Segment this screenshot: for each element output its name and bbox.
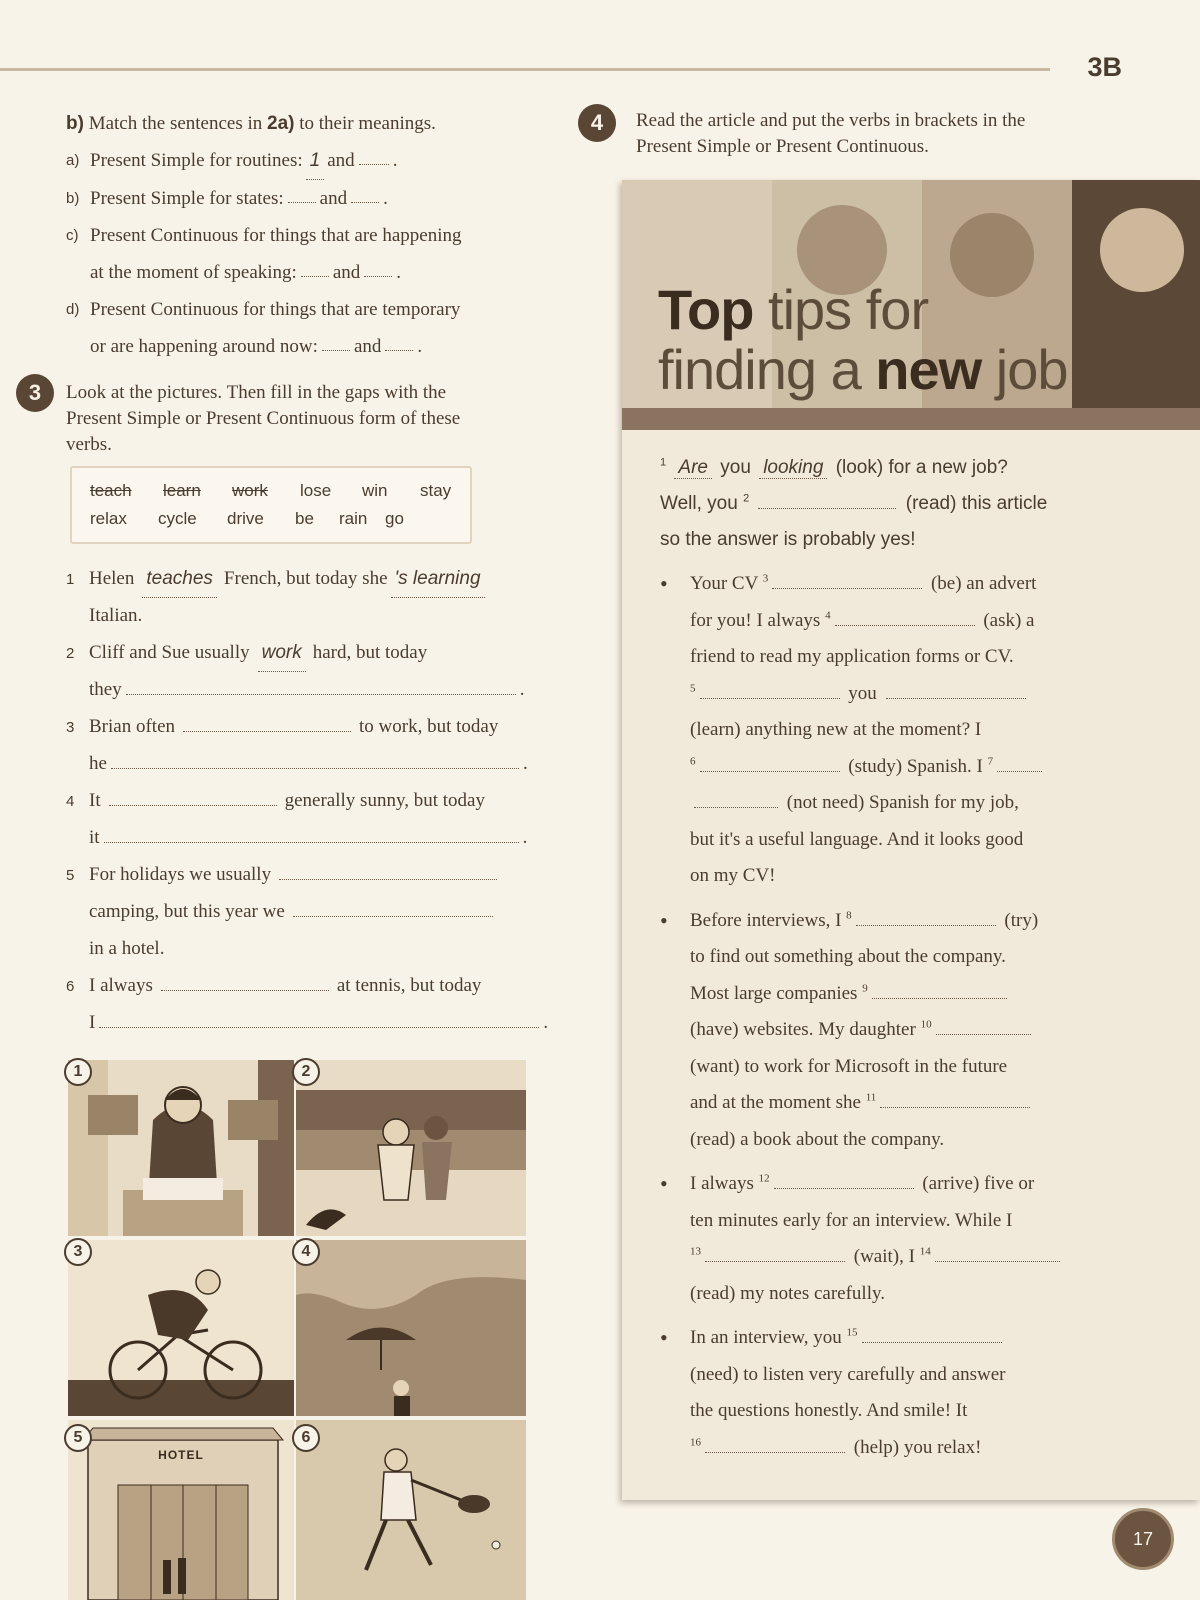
picture-1-classroom <box>68 1060 294 1236</box>
answer-field[interactable] <box>856 903 996 926</box>
word-box <box>70 466 472 544</box>
answer-field[interactable]: 1 <box>306 142 325 180</box>
picture-badge: 4 <box>292 1238 320 1266</box>
word-item: lose <box>300 481 332 500</box>
ex3-item-1: 1 Helen teaches French, but today she 's learning <box>66 560 556 597</box>
article-intro: $^1$ Are you looking (look) for a new job? Well, you $^2$ (read) this article so the answer is probably yes! <box>660 456 1048 550</box>
word-item: teach <box>90 481 132 500</box>
answer-field[interactable]: work <box>258 634 306 672</box>
answer-field[interactable]: Are <box>674 457 712 479</box>
answer-field[interactable] <box>359 142 389 165</box>
ex3-item-6: 6 I always at tennis, but today <box>66 967 556 1004</box>
answer-field[interactable]: 's learning <box>391 560 485 598</box>
picture-badge: 2 <box>292 1058 320 1086</box>
answer-field[interactable] <box>301 254 329 277</box>
ex3-item-3-cont: he . <box>66 745 556 782</box>
answer-field[interactable] <box>109 783 277 806</box>
ex3-item-5: 5 For holidays we usually <box>66 856 556 893</box>
article-bullet-2: • Before interviews, I $^8$ (try) to find out something about the company. Most large companies $^9$ (have) websites. My daughter $^{10}$ (want) to work for Microsoft in the future and at the moment she $^{11}$ (read) a book about the company. <box>660 903 1080 1159</box>
ex3-item-4-cont: it . <box>66 819 556 856</box>
answer-field[interactable] <box>351 180 379 203</box>
word-item: win <box>362 481 388 500</box>
hotel-sign: HOTEL <box>158 1448 204 1462</box>
ex2b-item-c-cont: at the moment of speaking: and . <box>66 254 556 291</box>
exercise-4-number: 4 <box>578 104 616 142</box>
answer-field[interactable] <box>935 1239 1060 1262</box>
answer-field[interactable] <box>385 328 413 351</box>
answer-field[interactable] <box>288 180 316 203</box>
answer-field[interactable] <box>183 709 351 732</box>
answer-field[interactable] <box>872 976 1007 999</box>
ex2b-item-d: d) Present Continuous for things that are temporary <box>66 299 461 320</box>
word-item: stay <box>420 481 452 500</box>
page-number: 17 <box>1112 1508 1174 1570</box>
ex3-item-5-cont: camping, but this year we <box>66 893 556 930</box>
answer-field[interactable] <box>774 1166 914 1189</box>
word-row-1 <box>90 481 451 501</box>
ex3-item-6-cont: I . <box>66 1004 556 1041</box>
picture-3-cyclist <box>68 1240 294 1416</box>
exercise-3-number: 3 <box>16 374 54 412</box>
answer-field[interactable] <box>880 1085 1030 1108</box>
ex2b-item-b: b) Present Simple for states: and . <box>66 180 556 217</box>
picture-badge: 3 <box>64 1238 92 1266</box>
word-row-2 <box>90 509 404 529</box>
picture-6-tennis <box>296 1420 526 1600</box>
exercise-4-instruction: Read the article and put the verbs in brackets in the Present Simple or Present Continuous. <box>636 110 1026 157</box>
header-rule <box>0 68 1050 71</box>
ex3-item-3: 3 Brian often to work, but today <box>66 708 556 745</box>
answer-field[interactable] <box>772 566 922 589</box>
ex3-item-2: 2 Cliff and Sue usually work hard, but today <box>66 634 556 671</box>
answer-field[interactable] <box>862 1320 1002 1343</box>
word-item: cycle <box>158 509 197 528</box>
ex2b-instruction: b) Match the sentences in 2a) to their meanings. <box>66 113 436 134</box>
article-bullet-1: • Your CV $^3$ (be) an advert for you! I always $^4$ (ask) a friend to read my application forms or CV. $^5$ you (learn) anything new at the moment? I $^6$ (study) Spanish. I $^7$ (not need) Spanish for my job, but it's a useful language. And it looks good on my CV! <box>660 566 1080 895</box>
word-item: rain <box>339 509 368 528</box>
answer-field[interactable]: looking <box>759 457 827 479</box>
article-bullet-4: • In an interview, you $^{15}$ (need) to listen very carefully and answer the questions honestly. And smile! It $^{16}$ (help) you relax! <box>660 1320 1080 1466</box>
answer-field[interactable] <box>700 676 840 699</box>
answer-field[interactable] <box>293 894 493 917</box>
ex3-item-5-cont2: in a hotel. <box>89 938 165 959</box>
ex2b-item-a: a) Present Simple for routines: 1 and . <box>66 142 556 180</box>
answer-field[interactable] <box>886 676 1026 699</box>
picture-badge: 6 <box>292 1424 320 1452</box>
answer-field[interactable] <box>705 1239 845 1262</box>
ex2b-item-d-cont: or are happening around now: and . <box>66 328 556 365</box>
picture-4-rain <box>296 1240 526 1416</box>
exercise-3-instruction: Look at the pictures. Then fill in the gaps with the Present Simple or Present Continuous form of these verbs. <box>66 382 461 455</box>
answer-field[interactable] <box>700 749 840 772</box>
answer-field[interactable] <box>126 672 516 695</box>
answer-field[interactable] <box>364 254 392 277</box>
picture-5-hotel <box>68 1420 294 1600</box>
ex3-item-2-cont: they . <box>66 671 556 708</box>
answer-field[interactable] <box>694 785 778 808</box>
article-title: Top tips for finding a new job <box>658 278 1068 401</box>
word-item: relax <box>90 509 127 528</box>
answer-field[interactable] <box>835 603 975 626</box>
answer-field[interactable] <box>997 749 1042 772</box>
answer-field[interactable] <box>936 1012 1031 1035</box>
answer-field[interactable] <box>161 968 329 991</box>
answer-field[interactable] <box>111 746 519 769</box>
word-item: drive <box>227 509 264 528</box>
exercise-2b <box>66 105 556 365</box>
article-body <box>660 450 1080 1466</box>
ex3-item-4: 4 It generally sunny, but today <box>66 782 556 819</box>
unit-label: 3B <box>1087 52 1122 82</box>
exercise-3-items <box>66 560 556 1041</box>
picture-badge: 1 <box>64 1058 92 1086</box>
answer-field[interactable] <box>758 486 896 509</box>
word-item: learn <box>163 481 201 500</box>
ex2b-item-c: c) Present Continuous for things that are happening <box>66 225 462 246</box>
article-bullet-3: • I always $^{12}$ (arrive) five or ten minutes early for an interview. While I $^{13}$ (wait), I $^{14}$ (read) my notes carefully. <box>660 1166 1080 1312</box>
picture-badge: 5 <box>64 1424 92 1452</box>
article-banner <box>622 180 1200 430</box>
word-item: go <box>385 509 404 528</box>
word-item: work <box>232 481 268 500</box>
answer-field[interactable] <box>705 1430 845 1453</box>
article <box>622 180 1200 1500</box>
word-item: be <box>295 509 314 528</box>
answer-field[interactable] <box>322 328 350 351</box>
answer-field[interactable] <box>279 857 497 880</box>
answer-field[interactable] <box>104 820 519 843</box>
answer-field[interactable]: teaches <box>142 560 217 598</box>
picture-2-beach <box>296 1060 526 1236</box>
ex3-item-1-cont: Italian. <box>89 605 143 626</box>
answer-field[interactable] <box>99 1005 539 1028</box>
